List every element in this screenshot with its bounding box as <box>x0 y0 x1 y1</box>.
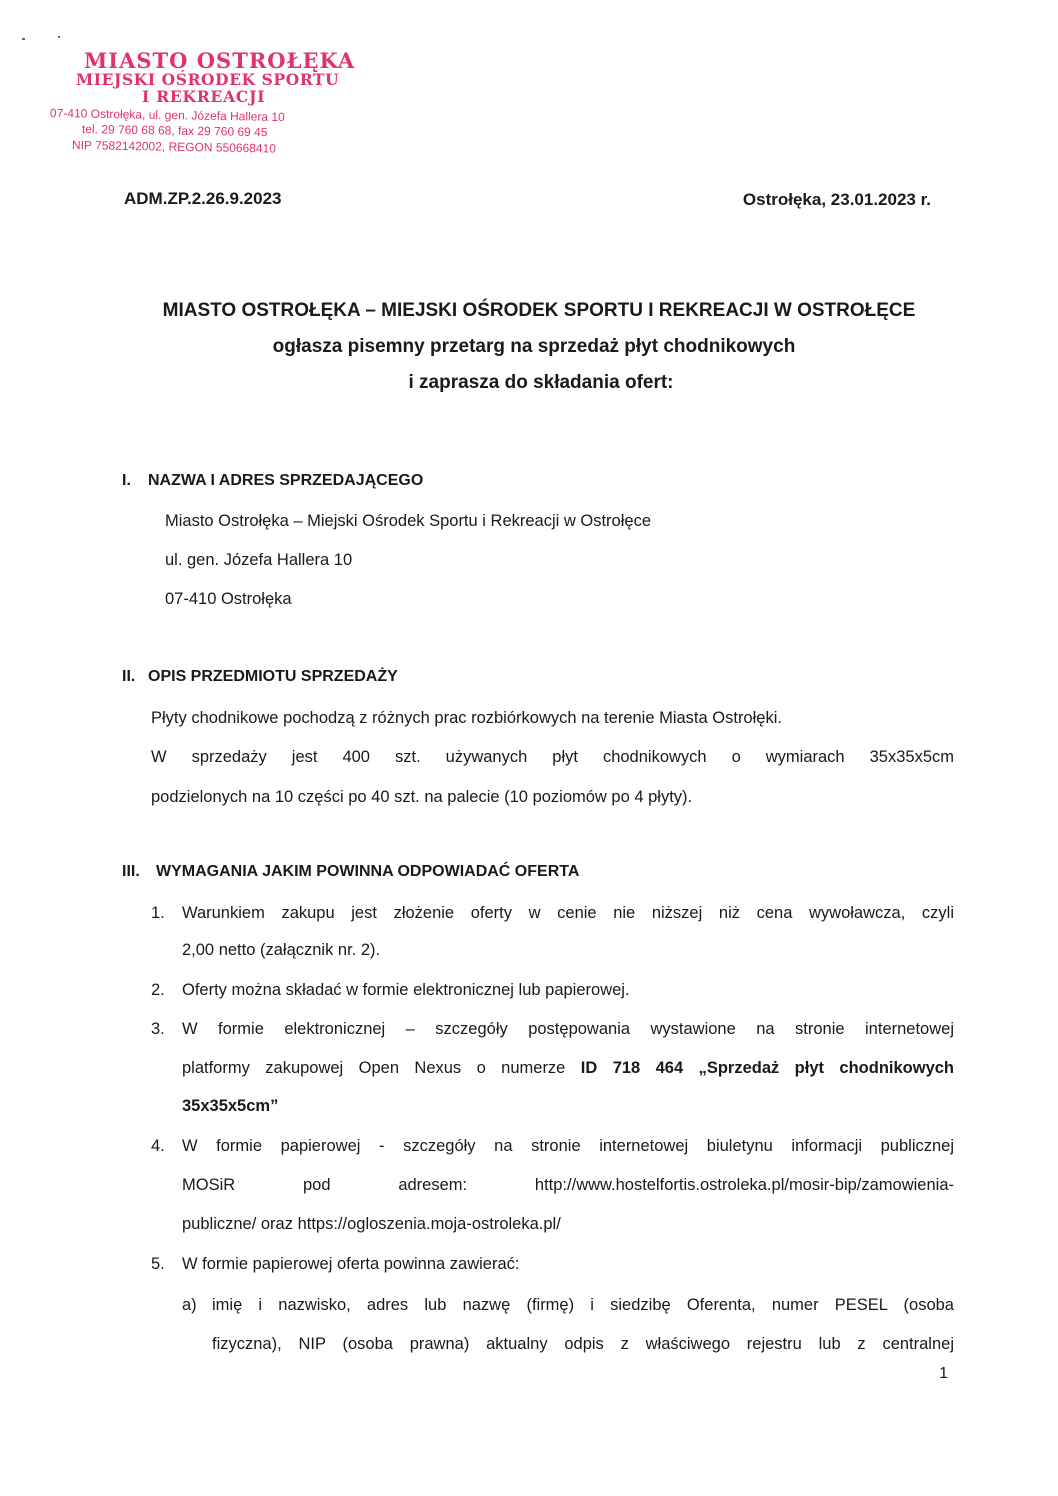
stamp-address: 07-410 Ostrołęka, ul. gen. Józefa Hallera 10 <box>49 106 285 125</box>
item-1-number: 1. <box>151 904 165 922</box>
scan-speck <box>22 38 25 40</box>
section-3-number: III. <box>122 863 140 880</box>
section-3-title: WYMAGANIA JAKIM POWINNA ODPOWIADAĆ OFERTA <box>156 863 580 880</box>
item-5-number: 5. <box>151 1255 165 1273</box>
stamp-line-2: MIEJSKI OŚRODEK SPORTU <box>76 70 340 89</box>
section-2-line-1: Płyty chodnikowe pochodzą z różnych prac rozbiórkowych na terenie Miasta Ostrołęki. <box>151 709 782 727</box>
section-3-heading <box>122 863 579 881</box>
seller-street: ul. gen. Józefa Hallera 10 <box>165 551 353 569</box>
item-3-line-2 <box>182 1059 954 1078</box>
scan-speck <box>58 36 60 38</box>
page-number: 1 <box>939 1365 948 1382</box>
title-line-2: ogłasza pisemny przetarg na sprzedaż płyt chodnikowych <box>272 336 796 357</box>
section-1-title: NAZWA I ADRES SPRZEDAJĄCEGO <box>148 472 424 489</box>
section-2-heading <box>122 668 398 686</box>
stamp-line-1: MIASTO OSTROŁĘKA <box>84 48 356 73</box>
item-4-number: 4. <box>151 1137 165 1155</box>
stamp-line-3: I REKREACJI <box>142 87 266 106</box>
seller-name: Miasto Ostrołęka – Miejski Ośrodek Sportu i Rekreacji w Ostrołęce <box>165 512 651 530</box>
section-2-line-3: podzielonych na 10 części po 40 szt. na palecie (10 poziomów po 4 płyty). <box>151 788 693 806</box>
subitem-a-line-1: imię i nazwisko, adres lub nazwę (firmę) i siedzibę Oferenta, numer PESEL (osoba <box>212 1296 954 1314</box>
section-2-line-2: W sprzedaży jest 400 szt. używanych płyt chodnikowych o wymiarach 35x35x5cm <box>151 748 954 766</box>
item-2-line-1: Oferty można składać w formie elektronicznej lub papierowej. <box>182 981 630 999</box>
subitem-a-line-2: fizyczna), NIP (osoba prawna) aktualny odpis z właściwego rejestru lub z centralnej <box>212 1335 954 1353</box>
subitem-a-label: a) <box>182 1296 197 1314</box>
stamp-ids: NIP 7582142002, REGON 550668410 <box>71 138 277 156</box>
item-3-line-3: 35x35x5cm” <box>182 1097 279 1115</box>
item-4-line-2: MOSiR pod adresem: http://www.hostelfortis.ostroleka.pl/mosir-bip/zamowienia- <box>182 1176 954 1194</box>
item-3-line-2-plain: platformy zakupowej Open Nexus o numerze <box>182 1059 581 1077</box>
title-line-3: i zaprasza do składania ofert: <box>408 372 674 393</box>
section-1-number: I. <box>122 472 131 489</box>
document-date: Ostrołęka, 23.01.2023 r. <box>742 190 931 209</box>
item-2-number: 2. <box>151 981 165 999</box>
item-5-line-1: W formie papierowej oferta powinna zawierać: <box>182 1255 520 1273</box>
section-2-number: II. <box>122 668 136 685</box>
item-1-line-2: 2,00 netto (załącznik nr. 2). <box>182 941 381 959</box>
item-3-auction-id: ID 718 464 „Sprzedaż płyt chodnikowych <box>580 1059 954 1077</box>
item-4-line-1: W formie papierowej - szczegóły na stronie internetowej biuletynu informacji publicznej <box>182 1137 954 1155</box>
section-2-title: OPIS PRZEDMIOTU SPRZEDAŻY <box>148 668 398 685</box>
seller-city: 07-410 Ostrołęka <box>165 590 292 608</box>
reference-number: ADM.ZP.2.26.9.2023 <box>124 189 282 208</box>
title-line-1: MIASTO OSTROŁĘKA – MIEJSKI OŚRODEK SPORTU I REKREACJI W OSTROŁĘCE <box>162 300 916 321</box>
stamp-phone: tel. 29 760 68 68, fax 29 760 69 45 <box>81 122 268 140</box>
item-3-number: 3. <box>151 1020 165 1038</box>
section-1-heading <box>122 472 423 490</box>
item-3-line-1: W formie elektronicznej – szczegóły postępowania wystawione na stronie internetowej <box>182 1020 954 1038</box>
item-1-line-1: Warunkiem zakupu jest złożenie oferty w cenie nie niższej niż cena wywoławcza, czyli <box>182 904 954 922</box>
item-4-line-3: publiczne/ oraz https://ogloszenia.moja-ostroleka.pl/ <box>182 1215 561 1233</box>
